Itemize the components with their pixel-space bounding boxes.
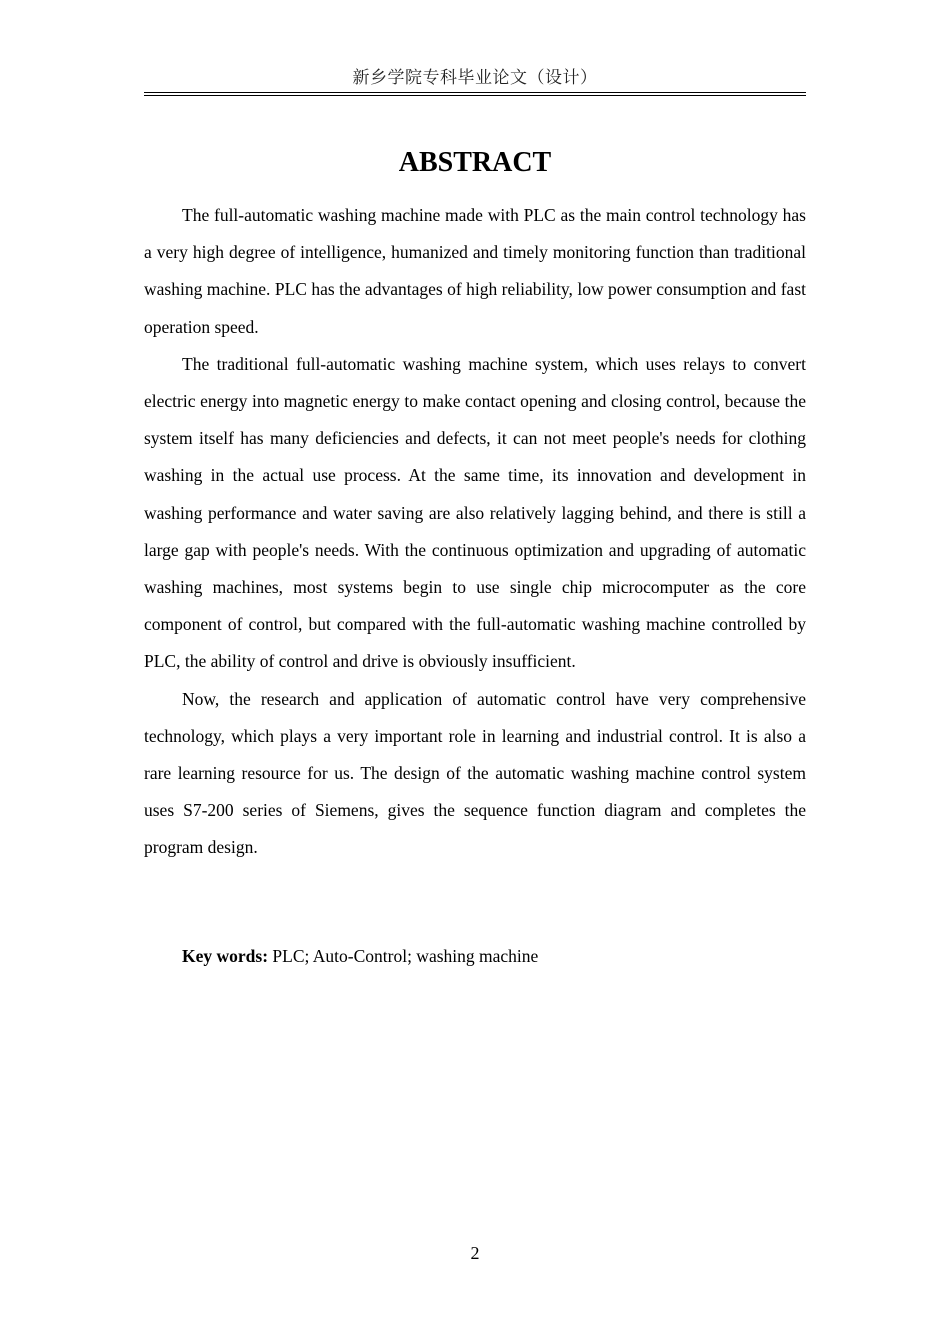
abstract-paragraph-2: The traditional full-automatic washing machine system, which uses relays to convert electric energy into magnetic energy to make contact opening and closing control, because the system itself has many deficiencies and defects, it can not meet people's needs for clothing washing in the actual use process. At the same time, its innovation and development in washing performance and water saving are also relatively lagging behind, and there is still a large gap with people's needs. With the continuous optimization and upgrading of automatic washing machines, most systems begin to use single chip microcomputer as the core component of control, but compared with the full-automatic washing machine controlled by PLC, the ability of control and drive is obviously insufficient. xyxy=(144,353,806,672)
keywords-value: PLC; Auto-Control; washing machine xyxy=(268,946,539,966)
keywords-label: Key words: xyxy=(182,946,269,966)
abstract-paragraph-1: The full-automatic washing machine made with PLC as the main control technology has a very high degree of intelligence, humanized and timely monitoring function than traditional washing machine. PLC has the advantages of high reliability, low power consumption and fast operation speed. xyxy=(144,205,806,337)
abstract-title: ABSTRACT xyxy=(398,147,552,178)
abstract-body xyxy=(144,197,806,867)
keywords-line xyxy=(144,940,806,972)
abstract-paragraph-3: Now, the research and application of automatic control have very comprehensive technology, which plays a very important role in learning and industrial control. It is also a rare learning resource for us. The design of the automatic washing machine control system uses S7-200 series of Siemens, gives the sequence function diagram and completes the program design. xyxy=(144,688,806,858)
running-header: 新乡学院专科毕业论文（设计） xyxy=(352,68,598,88)
page-number: 2 xyxy=(470,1243,480,1263)
header-double-rule xyxy=(144,92,806,96)
